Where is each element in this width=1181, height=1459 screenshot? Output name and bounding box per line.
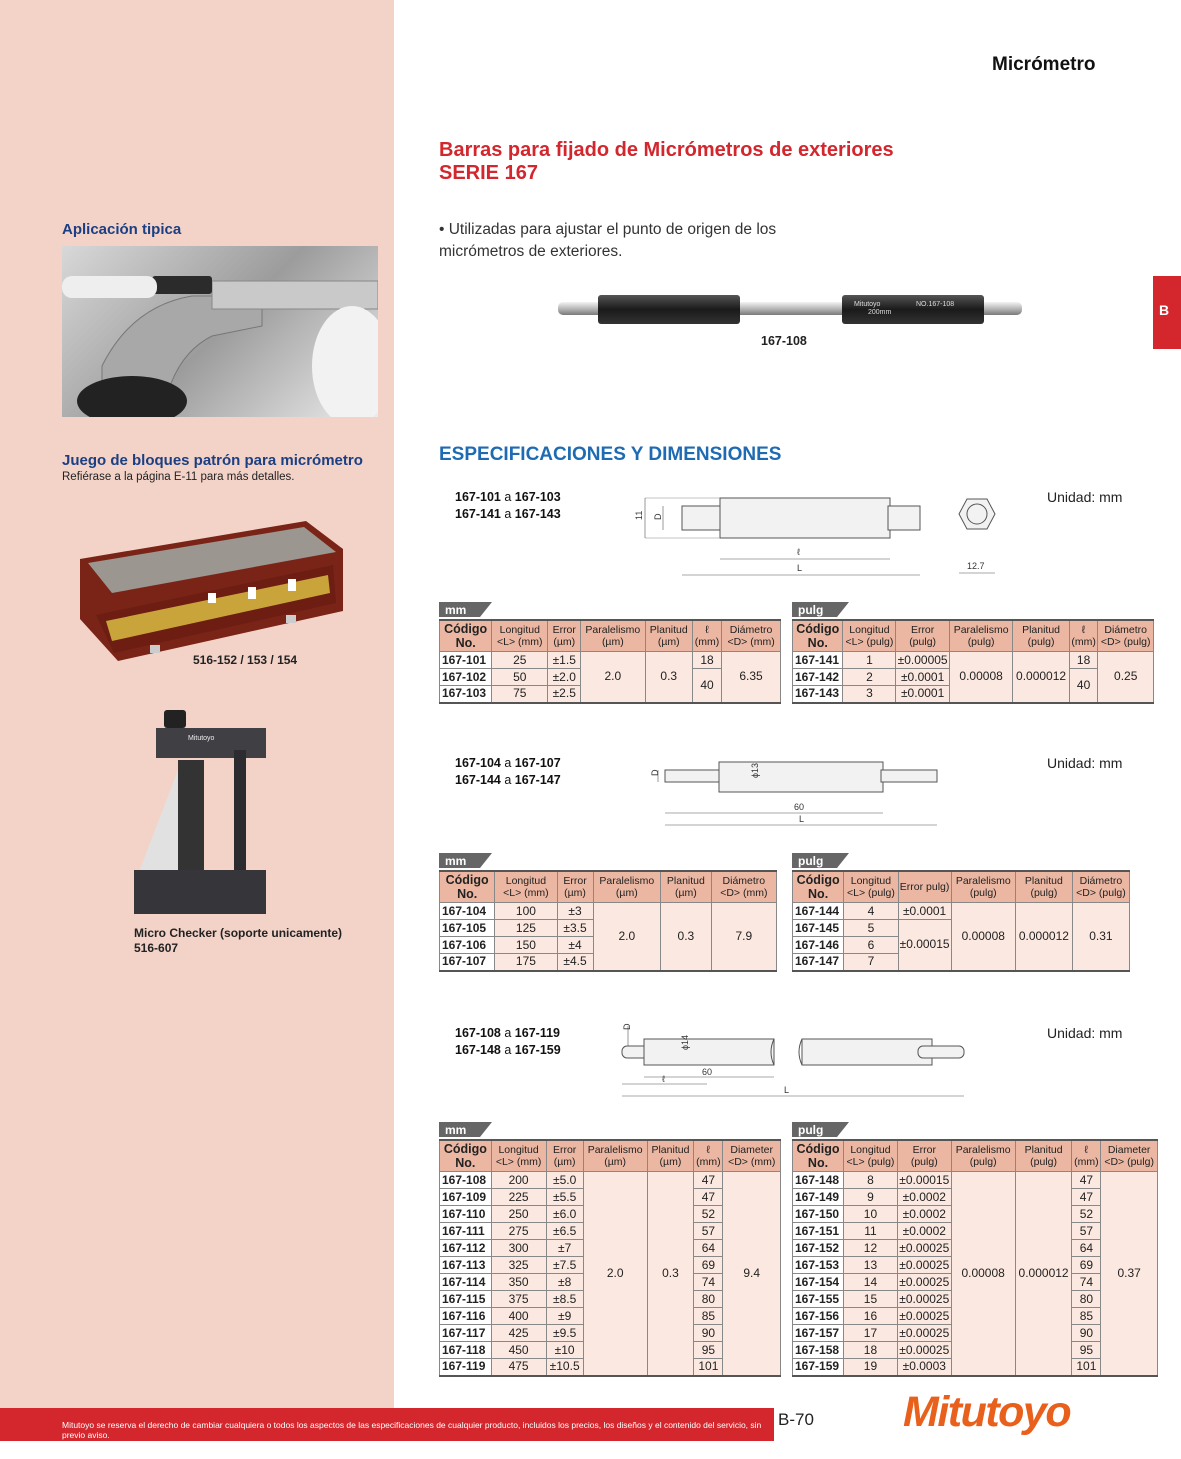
table-cell: 167-142 <box>793 669 843 686</box>
th: Código No. <box>440 620 492 652</box>
table-cell: 18 <box>1069 652 1098 669</box>
table-cell: ±0.00025 <box>899 1240 950 1255</box>
unit-tag: mm <box>439 853 480 868</box>
table-cell: 167-150 <box>793 1206 844 1223</box>
table-cell: 8 <box>844 1172 898 1189</box>
table-cell: ±0.0002 <box>897 1223 951 1240</box>
th: Longitud <L> (mm) <box>492 620 548 652</box>
table-cell: 167-112 <box>440 1240 492 1257</box>
table-cell: 167-158 <box>793 1342 844 1359</box>
table-cell: ±0.00025 <box>899 1291 950 1306</box>
table-cell: 167-152 <box>793 1240 844 1257</box>
table-cell: 6 <box>844 937 898 954</box>
table-cell: 52 <box>1072 1206 1101 1223</box>
table-cell: 0.00008 <box>949 652 1012 703</box>
th: Planitud (pulg) <box>1015 871 1072 903</box>
th: Código No. <box>793 1140 844 1172</box>
th: Diámetro <D> (mm) <box>722 620 781 652</box>
bar-caption: 167-108 <box>761 334 807 348</box>
table-cell: 0.00008 <box>951 903 1015 971</box>
table-cell: 167-109 <box>440 1189 492 1206</box>
table-cell: 85 <box>1072 1308 1101 1325</box>
bar-brand-engraving: Mitutoyo <box>854 301 881 308</box>
table-cell: 57 <box>694 1223 723 1240</box>
table-cell: 167-118 <box>440 1342 492 1359</box>
spec-heading: ESPECIFICACIONES Y DIMENSIONES <box>439 444 782 465</box>
th: Paralelismo (µm) <box>583 1140 647 1172</box>
table-cell: 167-144 <box>793 903 844 920</box>
table-cell: 64 <box>1072 1240 1101 1257</box>
table-cell: 100 <box>495 903 557 920</box>
table-cell: 167-106 <box>440 937 495 954</box>
table-cell: ±0.00025 <box>899 1257 950 1272</box>
section-title: Micrómetro <box>992 54 1096 75</box>
group3-codes <box>455 1025 561 1059</box>
dim-l: ℓ <box>797 547 800 557</box>
drawing-group3 <box>612 1020 972 1100</box>
mitutoyo-logo: Mitutoyo <box>903 1388 1071 1436</box>
table-1-mm <box>439 601 781 704</box>
code: 167-144 <box>455 773 501 787</box>
table-cell: ±8 <box>546 1274 583 1291</box>
table-cell: ±6.5 <box>546 1223 583 1240</box>
application-title: Aplicación tipica <box>62 221 182 238</box>
table-cell: 167-146 <box>793 937 844 954</box>
code: 167-103 <box>514 490 561 504</box>
table-cell: 0.25 <box>1098 652 1154 703</box>
table-cell: 167-153 <box>793 1257 844 1274</box>
table-cell: 0.00008 <box>951 1172 1015 1376</box>
table-cell: 69 <box>1072 1257 1101 1274</box>
table-cell: 167-102 <box>440 669 492 686</box>
range-sep: a <box>504 756 512 770</box>
code: 167-148 <box>455 1043 501 1057</box>
table-cell: 167-114 <box>440 1274 492 1291</box>
th: Longitud <L> (mm) <box>495 871 557 903</box>
table-cell: 200 <box>491 1172 546 1189</box>
table-cell: 167-101 <box>440 652 492 669</box>
th: Diámetro <D> (mm) <box>711 871 776 903</box>
table-cell: 450 <box>491 1342 546 1359</box>
th: Paralelismo (pulg) <box>951 1140 1015 1172</box>
table-cell: 2.0 <box>581 652 645 703</box>
table-cell: 167-151 <box>793 1223 844 1240</box>
unit-tag: pulg <box>792 1122 837 1137</box>
table-2-mm <box>439 852 777 972</box>
range-sep: a <box>504 490 512 504</box>
gauge-blocks-title: Juego de bloques patrón para micrómetro <box>62 452 363 469</box>
dim-w: 60 <box>794 802 805 812</box>
th: Diámetro <D> (pulg) <box>1098 620 1154 652</box>
th: Diameter <D> (pulg) <box>1101 1140 1158 1172</box>
micro-checker-photo <box>134 710 266 914</box>
table-cell: 167-111 <box>440 1223 492 1240</box>
th: Código No. <box>440 871 495 903</box>
table-cell: 74 <box>1072 1274 1101 1291</box>
th: ℓ (mm) <box>694 1140 723 1172</box>
table-cell: 167-115 <box>440 1291 492 1308</box>
table-cell: 167-141 <box>793 652 843 669</box>
table-cell: ±0.00025 <box>899 1325 950 1340</box>
table-cell: 18 <box>692 652 721 669</box>
th: Error (pulg) <box>896 620 950 652</box>
code: 167-147 <box>514 773 561 787</box>
table-cell: 0.3 <box>645 652 692 703</box>
setting-bar-photo <box>556 293 1026 327</box>
table-cell: 17 <box>844 1325 898 1342</box>
table-cell: 40 <box>1069 669 1098 703</box>
table-cell: ±5.0 <box>546 1172 583 1189</box>
table-cell: 167-145 <box>793 920 844 937</box>
range-sep: a <box>504 1043 512 1057</box>
table-cell: ±2.0 <box>548 669 581 686</box>
dim-phi: ϕ14 <box>680 1034 690 1050</box>
table-cell: 10 <box>844 1206 898 1223</box>
th: Código No. <box>793 871 844 903</box>
page-number: B-70 <box>778 1410 814 1429</box>
th: Error pulg) <box>898 871 951 903</box>
table-cell: 167-154 <box>793 1274 844 1291</box>
dim-d: D <box>622 1023 632 1030</box>
group1-codes <box>455 489 561 523</box>
table-cell: ±4 <box>557 937 593 954</box>
table-cell: 4 <box>844 903 898 920</box>
table-cell: 150 <box>495 937 557 954</box>
unit-tag: pulg <box>792 853 837 868</box>
table-cell: 18 <box>844 1342 898 1359</box>
table-cell: 12 <box>844 1240 898 1257</box>
table-cell: 95 <box>694 1342 723 1359</box>
code: 167-104 <box>455 756 501 770</box>
dim-big-l: L <box>799 814 805 824</box>
table-cell: 167-156 <box>793 1308 844 1325</box>
table-cell: 6.35 <box>722 652 781 703</box>
drawing-group2 <box>640 756 950 828</box>
table-cell: 50 <box>492 669 548 686</box>
table-cell: ±0.00025 <box>899 1308 950 1323</box>
th: Error (µm) <box>548 620 581 652</box>
table-3-pulg <box>792 1121 1158 1377</box>
table-cell: 90 <box>694 1325 723 1342</box>
th: Longitud <L> (pulg) <box>844 871 898 903</box>
table-cell: 0.37 <box>1101 1172 1158 1376</box>
dim-big-l: L <box>784 1085 790 1095</box>
code: 167-101 <box>455 490 501 504</box>
unit-label: Unidad: mm <box>1047 489 1123 505</box>
table-cell: 47 <box>1072 1189 1101 1206</box>
table-cell: 250 <box>491 1206 546 1223</box>
table-cell: 2.0 <box>583 1172 647 1376</box>
table-cell: ±0.00025 <box>899 1274 950 1289</box>
table-cell: ±5.5 <box>546 1189 583 1206</box>
table-cell: 75 <box>492 686 548 703</box>
table-cell: ±0.0001 <box>898 903 951 920</box>
drawing-group1 <box>625 484 1025 584</box>
table-cell: 101 <box>1072 1359 1101 1376</box>
table-cell: 167-155 <box>793 1291 844 1308</box>
table-cell: 167-103 <box>440 686 492 703</box>
table-cell: 90 <box>1072 1325 1101 1342</box>
table-cell: 225 <box>491 1189 546 1206</box>
th: Planitud (pulg) <box>1013 620 1069 652</box>
table-cell: 167-116 <box>440 1308 492 1325</box>
table-cell: 167-143 <box>793 686 843 703</box>
table-cell: 167-105 <box>440 920 495 937</box>
table-cell: 275 <box>491 1223 546 1240</box>
table-cell: ±7.5 <box>546 1257 583 1274</box>
table-cell: ±8.5 <box>546 1291 583 1308</box>
table-cell: 167-148 <box>793 1172 844 1189</box>
th: Error (pulg) <box>897 1140 951 1172</box>
table-cell: 0.3 <box>647 1172 694 1376</box>
dim-h: 11 <box>634 510 644 520</box>
th: Planitud (µm) <box>645 620 692 652</box>
table-cell: ±10 <box>546 1342 583 1359</box>
table-cell: 325 <box>491 1257 546 1274</box>
feature-bullet: • Utilizadas para ajustar el punto de origen de los micrómetros de exteriores. <box>439 221 777 260</box>
table-cell: ±6.0 <box>546 1206 583 1223</box>
table-cell: 0.3 <box>661 903 712 971</box>
table-cell: 300 <box>491 1240 546 1257</box>
th: Planitud (µm) <box>647 1140 694 1172</box>
table-cell: 350 <box>491 1274 546 1291</box>
table-cell: ±0.0003 <box>897 1359 951 1376</box>
code: 167-159 <box>514 1043 561 1057</box>
th: Código No. <box>793 620 843 652</box>
unit-tag: pulg <box>792 602 837 617</box>
th: Longitud <L> (pulg) <box>844 1140 898 1172</box>
table-cell: 64 <box>694 1240 723 1257</box>
table-cell: ±0.0001 <box>896 669 950 686</box>
code: 167-119 <box>514 1026 560 1040</box>
th: Longitud <L> (pulg) <box>843 620 896 652</box>
table-cell: 167-147 <box>793 954 844 971</box>
table-cell: ±9.5 <box>546 1325 583 1342</box>
table-cell: 2 <box>843 669 896 686</box>
dim-w: 60 <box>702 1067 713 1077</box>
table-cell: 7 <box>844 954 898 971</box>
table-cell: ±0.00015 <box>898 920 951 971</box>
unit-tag: mm <box>439 602 480 617</box>
table-cell: 9 <box>844 1189 898 1206</box>
bar-length-engraving: 200mm <box>868 309 892 316</box>
th: Paralelismo (pulg) <box>951 871 1015 903</box>
table-cell: 80 <box>1072 1291 1101 1308</box>
th: Código No. <box>440 1140 492 1172</box>
th: ℓ (mm) <box>692 620 721 652</box>
dim-phi: ϕ13 <box>750 762 760 778</box>
table-cell: 85 <box>694 1308 723 1325</box>
table-cell: 52 <box>694 1206 723 1223</box>
footer-disclaimer: Mitutoyo se reserva el derecho de cambiar cualquiera o todos los aspectos de las especificaciones de cualquier producto, incluidos los precios, los diseños y el contenido del servicio, sin previo aviso. <box>0 1408 774 1441</box>
table-cell: ±0.0002 <box>897 1189 951 1206</box>
table-cell: 167-108 <box>440 1172 492 1189</box>
table-cell: 0.000012 <box>1015 903 1072 971</box>
unit-tag: mm <box>439 1122 480 1137</box>
table-cell: 167-113 <box>440 1257 492 1274</box>
th: Planitud (µm) <box>661 871 712 903</box>
table-cell: 125 <box>495 920 557 937</box>
table-cell: 3 <box>843 686 896 703</box>
table-cell: 47 <box>694 1189 723 1206</box>
unit-label: Unidad: mm <box>1047 755 1123 771</box>
table-cell: 57 <box>1072 1223 1101 1240</box>
gauge-box-caption: 516-152 / 153 / 154 <box>193 653 298 667</box>
gauge-block-box-photo <box>78 519 346 663</box>
th: Paralelismo (µm) <box>581 620 645 652</box>
table-cell: 425 <box>491 1325 546 1342</box>
table-cell: ±0.0001 <box>896 686 950 703</box>
dim-big-l: L <box>797 563 803 573</box>
table-cell: 16 <box>844 1308 898 1325</box>
table-cell: ±3.5 <box>557 920 593 937</box>
th: Diámetro <D> (pulg) <box>1072 871 1129 903</box>
table-cell: 167-149 <box>793 1189 844 1206</box>
table-3-mm <box>439 1121 781 1377</box>
dim-l: ℓ <box>662 1074 665 1084</box>
table-cell: 13 <box>844 1257 898 1274</box>
table-cell: ±3 <box>557 903 593 920</box>
table-2-pulg <box>792 852 1130 972</box>
table-cell: 74 <box>694 1274 723 1291</box>
sidebar-background <box>0 0 394 1408</box>
dim-d: D <box>650 769 660 776</box>
table-cell: ±10.5 <box>546 1359 583 1376</box>
table-cell: 167-117 <box>440 1325 492 1342</box>
th: Paralelismo (µm) <box>593 871 661 903</box>
table-cell: 47 <box>694 1172 723 1189</box>
micro-checker-code: 516-607 <box>134 941 179 955</box>
code: 167-143 <box>514 507 561 521</box>
table-cell: 2.0 <box>593 903 661 971</box>
table-cell: 25 <box>492 652 548 669</box>
range-sep: a <box>504 1026 512 1040</box>
table-cell: 40 <box>692 669 721 703</box>
range-sep: a <box>504 773 512 787</box>
table-1-pulg <box>792 601 1154 704</box>
group2-codes <box>455 755 561 789</box>
table-cell: 69 <box>694 1257 723 1274</box>
table-cell: 475 <box>491 1359 546 1376</box>
table-cell: 0.31 <box>1072 903 1129 971</box>
table-cell: 11 <box>844 1223 898 1240</box>
unit-label: Unidad: mm <box>1047 1025 1123 1041</box>
code: 167-108 <box>455 1026 501 1040</box>
table-cell: 101 <box>694 1359 723 1376</box>
table-cell: 14 <box>844 1274 898 1291</box>
table-cell: 167-159 <box>793 1359 844 1376</box>
table-cell: 167-107 <box>440 954 495 971</box>
th: Paralelismo (pulg) <box>949 620 1012 652</box>
table-cell: 7.9 <box>711 903 776 971</box>
code: 167-141 <box>455 507 501 521</box>
table-cell: 15 <box>844 1291 898 1308</box>
th: Longitud <L> (mm) <box>491 1140 546 1172</box>
page-title: Barras para fijado de Micrómetros de exteriores <box>439 139 894 161</box>
table-cell: 167-110 <box>440 1206 492 1223</box>
th: Error (µm) <box>557 871 593 903</box>
table-cell: 375 <box>491 1291 546 1308</box>
table-cell: ±0.0002 <box>897 1206 951 1223</box>
table-cell: 0.000012 <box>1013 652 1069 703</box>
section-tab-b[interactable]: B <box>1153 276 1181 349</box>
bar-no-engraving: NO.167-108 <box>916 301 955 308</box>
micro-checker-caption: Micro Checker (soporte unicamente) <box>134 926 343 940</box>
table-cell: 0.000012 <box>1015 1172 1072 1376</box>
table-cell: ±9 <box>546 1308 583 1325</box>
table-cell: 1 <box>843 652 896 669</box>
table-cell: 19 <box>844 1359 898 1376</box>
page-subtitle: SERIE 167 <box>439 162 538 184</box>
table-cell: ±0.00025 <box>899 1342 950 1357</box>
table-cell: 9.4 <box>723 1172 781 1376</box>
gauge-blocks-note: Refiérase a la página E-11 para más detalles. <box>62 471 295 483</box>
table-cell: 5 <box>844 920 898 937</box>
table-cell: 167-119 <box>440 1359 492 1376</box>
table-cell: 95 <box>1072 1342 1101 1359</box>
th: Diameter <D> (mm) <box>723 1140 781 1172</box>
table-cell: ±1.5 <box>548 652 581 669</box>
table-cell: ±0.00015 <box>899 1172 950 1187</box>
table-cell: ±0.00005 <box>897 652 948 667</box>
th: ℓ (mm) <box>1072 1140 1101 1172</box>
table-cell: 47 <box>1072 1172 1101 1189</box>
table-cell: 400 <box>491 1308 546 1325</box>
th: ℓ (mm) <box>1069 620 1098 652</box>
dim-hex: 12.7 <box>967 561 985 571</box>
range-sep: a <box>504 507 512 521</box>
table-cell: 167-157 <box>793 1325 844 1342</box>
table-cell: ±4.5 <box>557 954 593 971</box>
code: 167-107 <box>514 756 561 770</box>
table-cell: ±7 <box>546 1240 583 1257</box>
table-cell: ±2.5 <box>548 686 581 703</box>
table-cell: 175 <box>495 954 557 971</box>
table-cell: 167-104 <box>440 903 495 920</box>
checker-brand: Mitutoyo <box>188 735 215 742</box>
dim-d: D <box>653 513 663 520</box>
th: Error (µm) <box>546 1140 583 1172</box>
application-photo <box>62 246 378 417</box>
table-cell: 80 <box>694 1291 723 1308</box>
th: Planitud (pulg) <box>1015 1140 1072 1172</box>
